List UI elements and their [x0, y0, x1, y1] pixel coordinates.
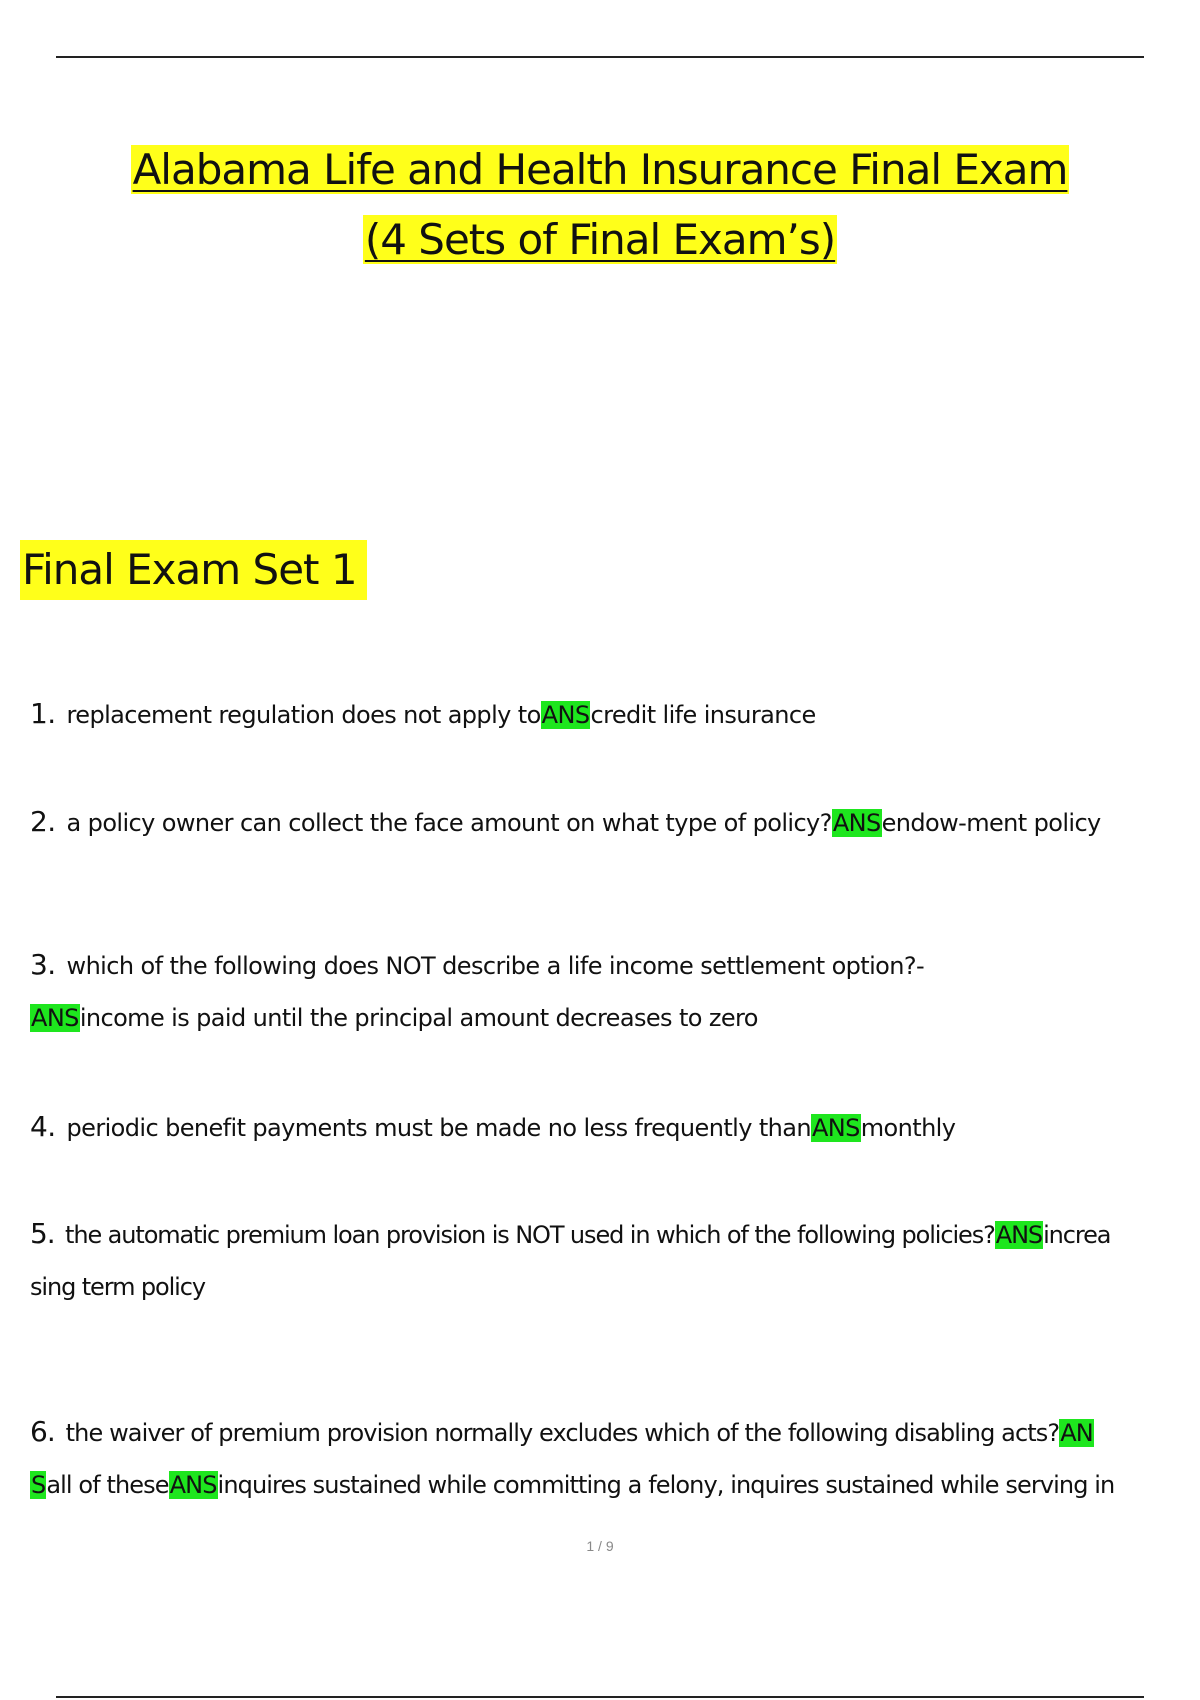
- answer-text: monthly: [860, 1114, 956, 1142]
- question-text: replacement regulation does not apply to: [66, 701, 541, 729]
- question-2: [30, 796, 1200, 849]
- answer-text-2: inquires sustained while committing a felony, inquires sustained while serving in: [217, 1471, 1115, 1499]
- answer-text: income is paid until the principal amount decreases to zero: [79, 1004, 758, 1032]
- question-text: which of the following does NOT describe a life income settlement option?-: [66, 952, 925, 980]
- title-line-2: [0, 205, 1200, 275]
- ans-label-part-1: AN: [1060, 1419, 1093, 1447]
- question-5-line-2: [30, 1261, 1200, 1313]
- question-6-line-2: [30, 1459, 1200, 1511]
- title-line-1-text: Alabama Life and Health Insurance Final Exam: [132, 145, 1068, 194]
- page-number: 1 / 9: [586, 1538, 614, 1554]
- answer-text: credit life insurance: [590, 701, 816, 729]
- ans-label: ANS: [832, 809, 881, 837]
- answer-text: all of these: [46, 1471, 169, 1499]
- ans-label-part-2: S: [31, 1471, 46, 1499]
- question-number: 6.: [30, 1415, 55, 1448]
- top-rule: [56, 56, 1144, 58]
- ans-label: ANS: [995, 1221, 1043, 1249]
- question-1: [30, 688, 1200, 741]
- question-4: [30, 1101, 1200, 1154]
- question-number: 3.: [30, 948, 56, 981]
- question-3: [30, 939, 1200, 1044]
- title-line-2-text: (4 Sets of Final Exam’s): [364, 215, 836, 264]
- question-text: a policy owner can collect the face amount on what type of policy?: [66, 809, 832, 837]
- question-text: periodic benefit payments must be made no less frequently than: [66, 1114, 811, 1142]
- ans-label-2: ANS: [169, 1471, 217, 1499]
- question-number: 2.: [30, 805, 56, 838]
- question-number: 1.: [30, 697, 56, 730]
- bottom-rule: [56, 1696, 1144, 1698]
- question-text: the automatic premium loan provision is NOT used in which of the following policies?: [65, 1221, 995, 1249]
- answer-text: endow-ment policy: [881, 809, 1101, 837]
- title-line-1: [0, 135, 1200, 205]
- document-title: [0, 135, 1200, 275]
- answer-text-part-1: increa: [1043, 1221, 1111, 1249]
- question-number: 4.: [30, 1110, 56, 1143]
- ans-label: ANS: [541, 701, 590, 729]
- ans-label: ANS: [811, 1114, 860, 1142]
- question-6: [30, 1406, 1200, 1511]
- question-3-line-2: [30, 992, 1200, 1044]
- answer-text-part-2: sing term policy: [30, 1273, 205, 1301]
- question-text: the waiver of premium provision normally excludes which of the following disabling acts?: [65, 1419, 1060, 1447]
- question-5: [30, 1208, 1200, 1313]
- question-number: 5.: [30, 1217, 55, 1250]
- ans-label: ANS: [31, 1004, 79, 1032]
- section-heading: Final Exam Set 1: [20, 540, 367, 600]
